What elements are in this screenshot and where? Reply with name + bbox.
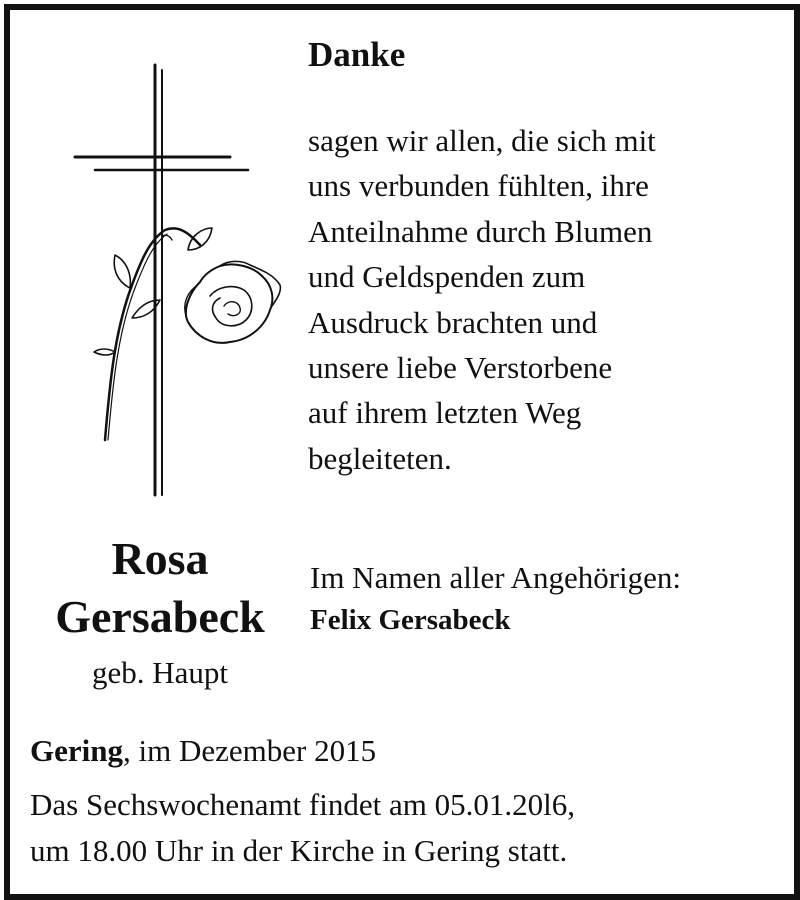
deceased-first-name: Rosa [111,533,209,584]
maiden-name: geb. Haupt [91,655,229,690]
date-text: , im Dezember 2015 [123,733,377,768]
signer-name: Felix Gersabeck [310,604,511,636]
cross-with-rose-icon [70,60,290,505]
thanks-line: und Geldspenden zum [308,259,586,295]
thanks-line: Anteilnahme durch Blumen [308,213,653,249]
place-name: Gering [30,733,123,768]
thanks-line: begleiteten. [308,440,452,476]
place-date-line [30,733,376,769]
thanks-line: uns verbunden fühlten, ihre [308,168,649,204]
thanks-line: unsere liebe Verstorbene [308,350,613,386]
thanks-line: sagen wir allen, die sich mit [308,123,656,158]
thanks-line: auf ihrem letzten Weg [308,395,582,431]
thanks-message [308,118,656,481]
thanks-title: Danke [308,35,406,74]
deceased-last-name: Gersabeck [55,591,265,642]
mass-info-line-1: Das Sechswochenamt findet am 05.01.20l6, [30,787,575,822]
on-behalf-line: Im Namen aller Angehörigen: [310,560,682,595]
thanks-line: Ausdruck brachten und [308,304,598,340]
mass-info-line-2: um 18.00 Uhr in der Kirche in Gering statt. [30,833,568,868]
